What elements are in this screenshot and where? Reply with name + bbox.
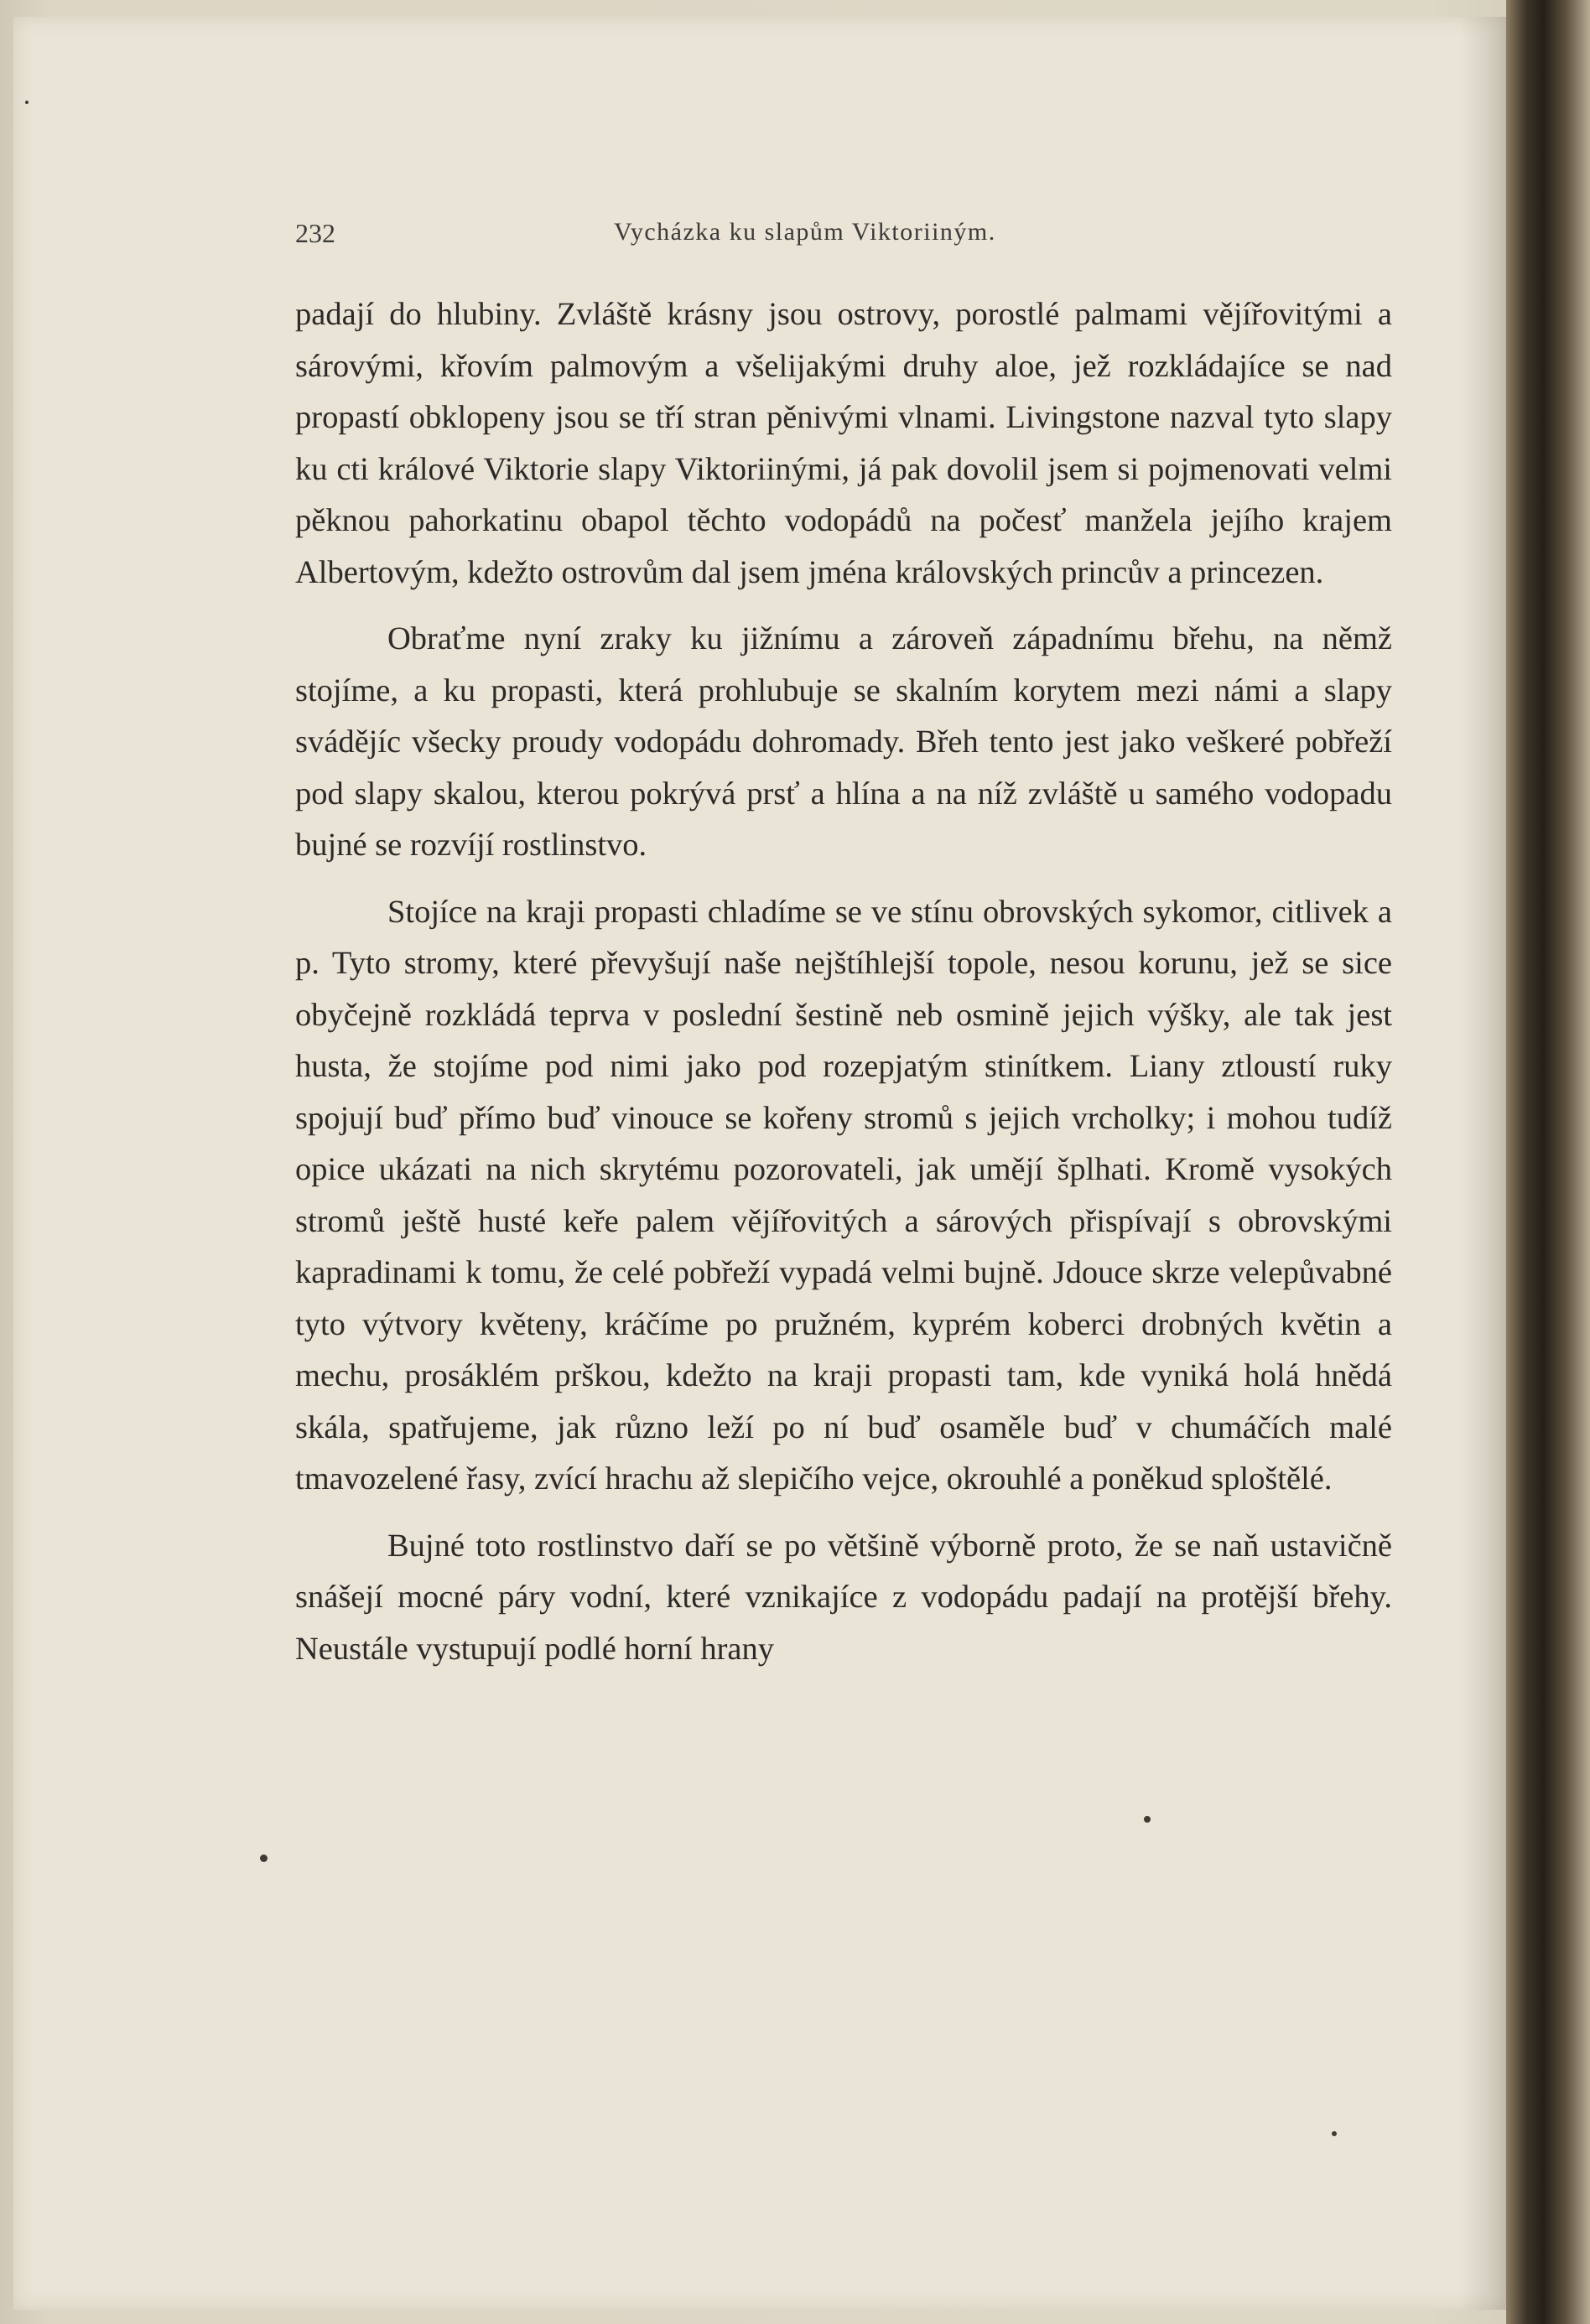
book-spine-edge [1506,0,1590,2324]
gutter-shadow [1459,17,1506,2310]
page-header [295,211,1402,253]
paragraph: Stojíce na kraji propasti chladíme se ve stínu obrovských sykomor, citlivek a p. Tyto stromy, které převyšují naše nejštíhlejší topole, nesou korunu, jež se sice obyčejně rozkládá teprva v poslední šestině neb osmině jejich výšky, ale tak jest husta, že stojíme pod nimi jako pod rozepjatým stinítkem. Liany ztloustí ruky spojují buď přímo buď vinouce se kořeny stromů s jejich vrcholky; i mohou tudíž opice ukázati na nich skrytému pozorovateli, jak umějí šplhati. Kromě vysokých stromů ještě husté keře palem vějířovitých a sárových přispívají s obrovskými kapradinami k tomu, že celé pobřeží vypadá velmi bujně. Jdouce skrze velepůvabné tyto výtvory květeny, kráčíme po pružném, kyprém koberci drobných květin a mechu, prosáklém prškou, kdežto na kraji propasti tam, kde vyniká holá hnědá skála, spatřujeme, jak různo leží po ní buď osaměle buď v chumáčích malé tmavozelené řasy, zvící hrachu až slepičího vejce, okrouhlé a poněkud sploštělé. [295,894,1392,1497]
running-head: Vycházka ku slapům Viktoriiným. [614,218,996,246]
paragraph: padají do hlubiny. Zvláště krásny jsou ostrovy, porostlé palmami vějířovitými a sárovými, křovím palmovým a všelijakými druhy aloe, jež rozkládajíce se nad propastí obklopeny jsou se tří stran pěnivými vlnami. Livingstone nazval tyto slapy ku cti králové Viktorie slapy Viktoriinými, já pak dovolil jsem si pojmenovati velmi pěknou pahorkatinu obapol těchto vodopádů na počesť manžela jejího krajem Albertovým, kdežto ostrovům dal jsem jména královských princův a princezen. [295,297,1392,590]
page-number: 232 [295,218,335,248]
body-text [295,289,1392,1690]
ink-speck [260,1855,268,1862]
ink-speck [25,101,29,104]
paragraph: Obraťme nyní zraky ku jižnímu a zároveň západnímu břehu, na němž stojíme, a ku propasti, která prohlubuje se skalním korytem mezi námi a slapy svádějíc všecky proudy vodopádu dohromady. Břeh tento jest jako veškeré pobřeží pod slapy skalou, kterou pokrývá prsť a hlína a na níž zvláště u samého vodopadu bujné se rozvíjí rostlinstvo. [295,621,1392,863]
ink-speck [1144,1816,1151,1823]
ink-speck [1332,2131,1337,2136]
paragraph: Bujné toto rostlinstvo daří se po většině výborně proto, že se naň ustavičně snášejí mocné páry vodní, které vznikajíce z vodopádu padají na protější břehy. Neustále vystupují podlé horní hrany [295,1528,1392,1667]
